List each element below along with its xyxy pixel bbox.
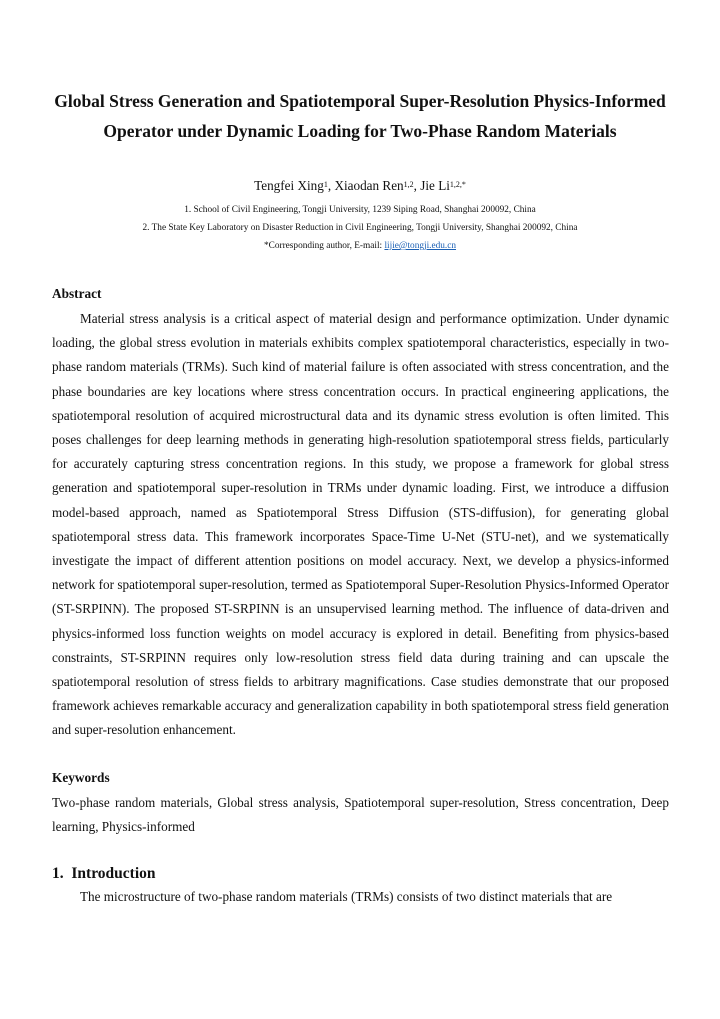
author-name: Xiaodan Ren	[334, 178, 404, 193]
affiliation-2: 2. The State Key Laboratory on Disaster Reduction in Civil Engineering, Tongji University, Shanghai 200092, China	[142, 223, 578, 233]
section-title: Introduction	[71, 865, 156, 882]
author-affiliation-mark: 1,2	[403, 180, 414, 189]
keywords-heading: Keywords	[52, 770, 110, 785]
paper-title: Global Stress Generation and Spatiotemporal Super-Resolution Physics-Informed Operator under Dynamic Loading for Two-Phase Random Materials	[54, 91, 666, 141]
author-separator: ,	[327, 178, 335, 193]
abstract-body: Material stress analysis is a critical aspect of material design and performance optimization. Under dynamic loading, the global stress evolution in materials exhibits complex spatiotemporal characteristics, especially in two-phase random materials (TRMs). Such kind of material failure is often associated with stress concentration, and the phase boundaries are key locations where stress concentration occurs. In practical engineering applications, the spatiotemporal resolution of acquired microstructural data and its dynamic stress evolution is often limited. This poses challenges for deep learning methods in generating high-resolution spatiotemporal stress fields, particularly for accurately capturing stress concentration regions. In this study, we propose a framework for global stress generation and spatiotemporal super-resolution in TRMs under dynamic loading. First, we introduce a diffusion model-based approach, named as Spatiotemporal Stress Diffusion (STS-diffusion), for generating global spatiotemporal stress data. This framework incorporates Space-Time U-Net (STU-net), and we systematically investigate the impact of different attention positions on model accuracy. Next, we develop a physics-informed network for spatiotemporal super-resolution, termed as Spatiotemporal Super-Resolution Physics-Informed Operator (ST-SRPINN). The proposed ST-SRPINN is an unsupervised learning method. The influence of data-driven and physics-informed loss function weights on model accuracy is explored in detail. Benefiting from physics-based constraints, ST-SRPINN requires only low-resolution stress field data during training and can upscale the spatiotemporal resolution of stress fields to arbitrary magnifications. Case studies demonstrate that our proposed framework achieves remarkable accuracy and generalization capability in both spatiotemporal stress field generation and super-resolution enhancement.	[52, 311, 669, 738]
email-link[interactable]: lijie@tongji.edu.cn	[384, 241, 457, 251]
corresponding-label: *Corresponding author, E-mail:	[263, 241, 385, 251]
section-heading-introduction	[52, 863, 156, 885]
keywords-body: Two-phase random materials, Global stress analysis, Spatiotemporal super-resolution, Stress concentration, Deep learning, Physics-informed	[52, 795, 669, 835]
abstract-heading: Abstract	[52, 286, 102, 301]
author-affiliation-mark: 1,2,*	[449, 180, 466, 189]
author-list	[40, 177, 680, 195]
affiliation-1: 1. School of Civil Engineering, Tongji University, 1239 Siping Road, Shanghai 200092, China	[184, 205, 536, 215]
author-name: Tengfei Xing	[254, 178, 324, 193]
introduction-body: The microstructure of two-phase random materials (TRMs) consists of two distinct materials that are	[80, 889, 613, 904]
author-affiliation-mark: 1	[323, 180, 328, 189]
section-number: 1.	[52, 865, 64, 882]
author-name: Jie Li	[420, 178, 450, 193]
author-separator: ,	[413, 178, 421, 193]
corresponding-author	[40, 240, 680, 253]
